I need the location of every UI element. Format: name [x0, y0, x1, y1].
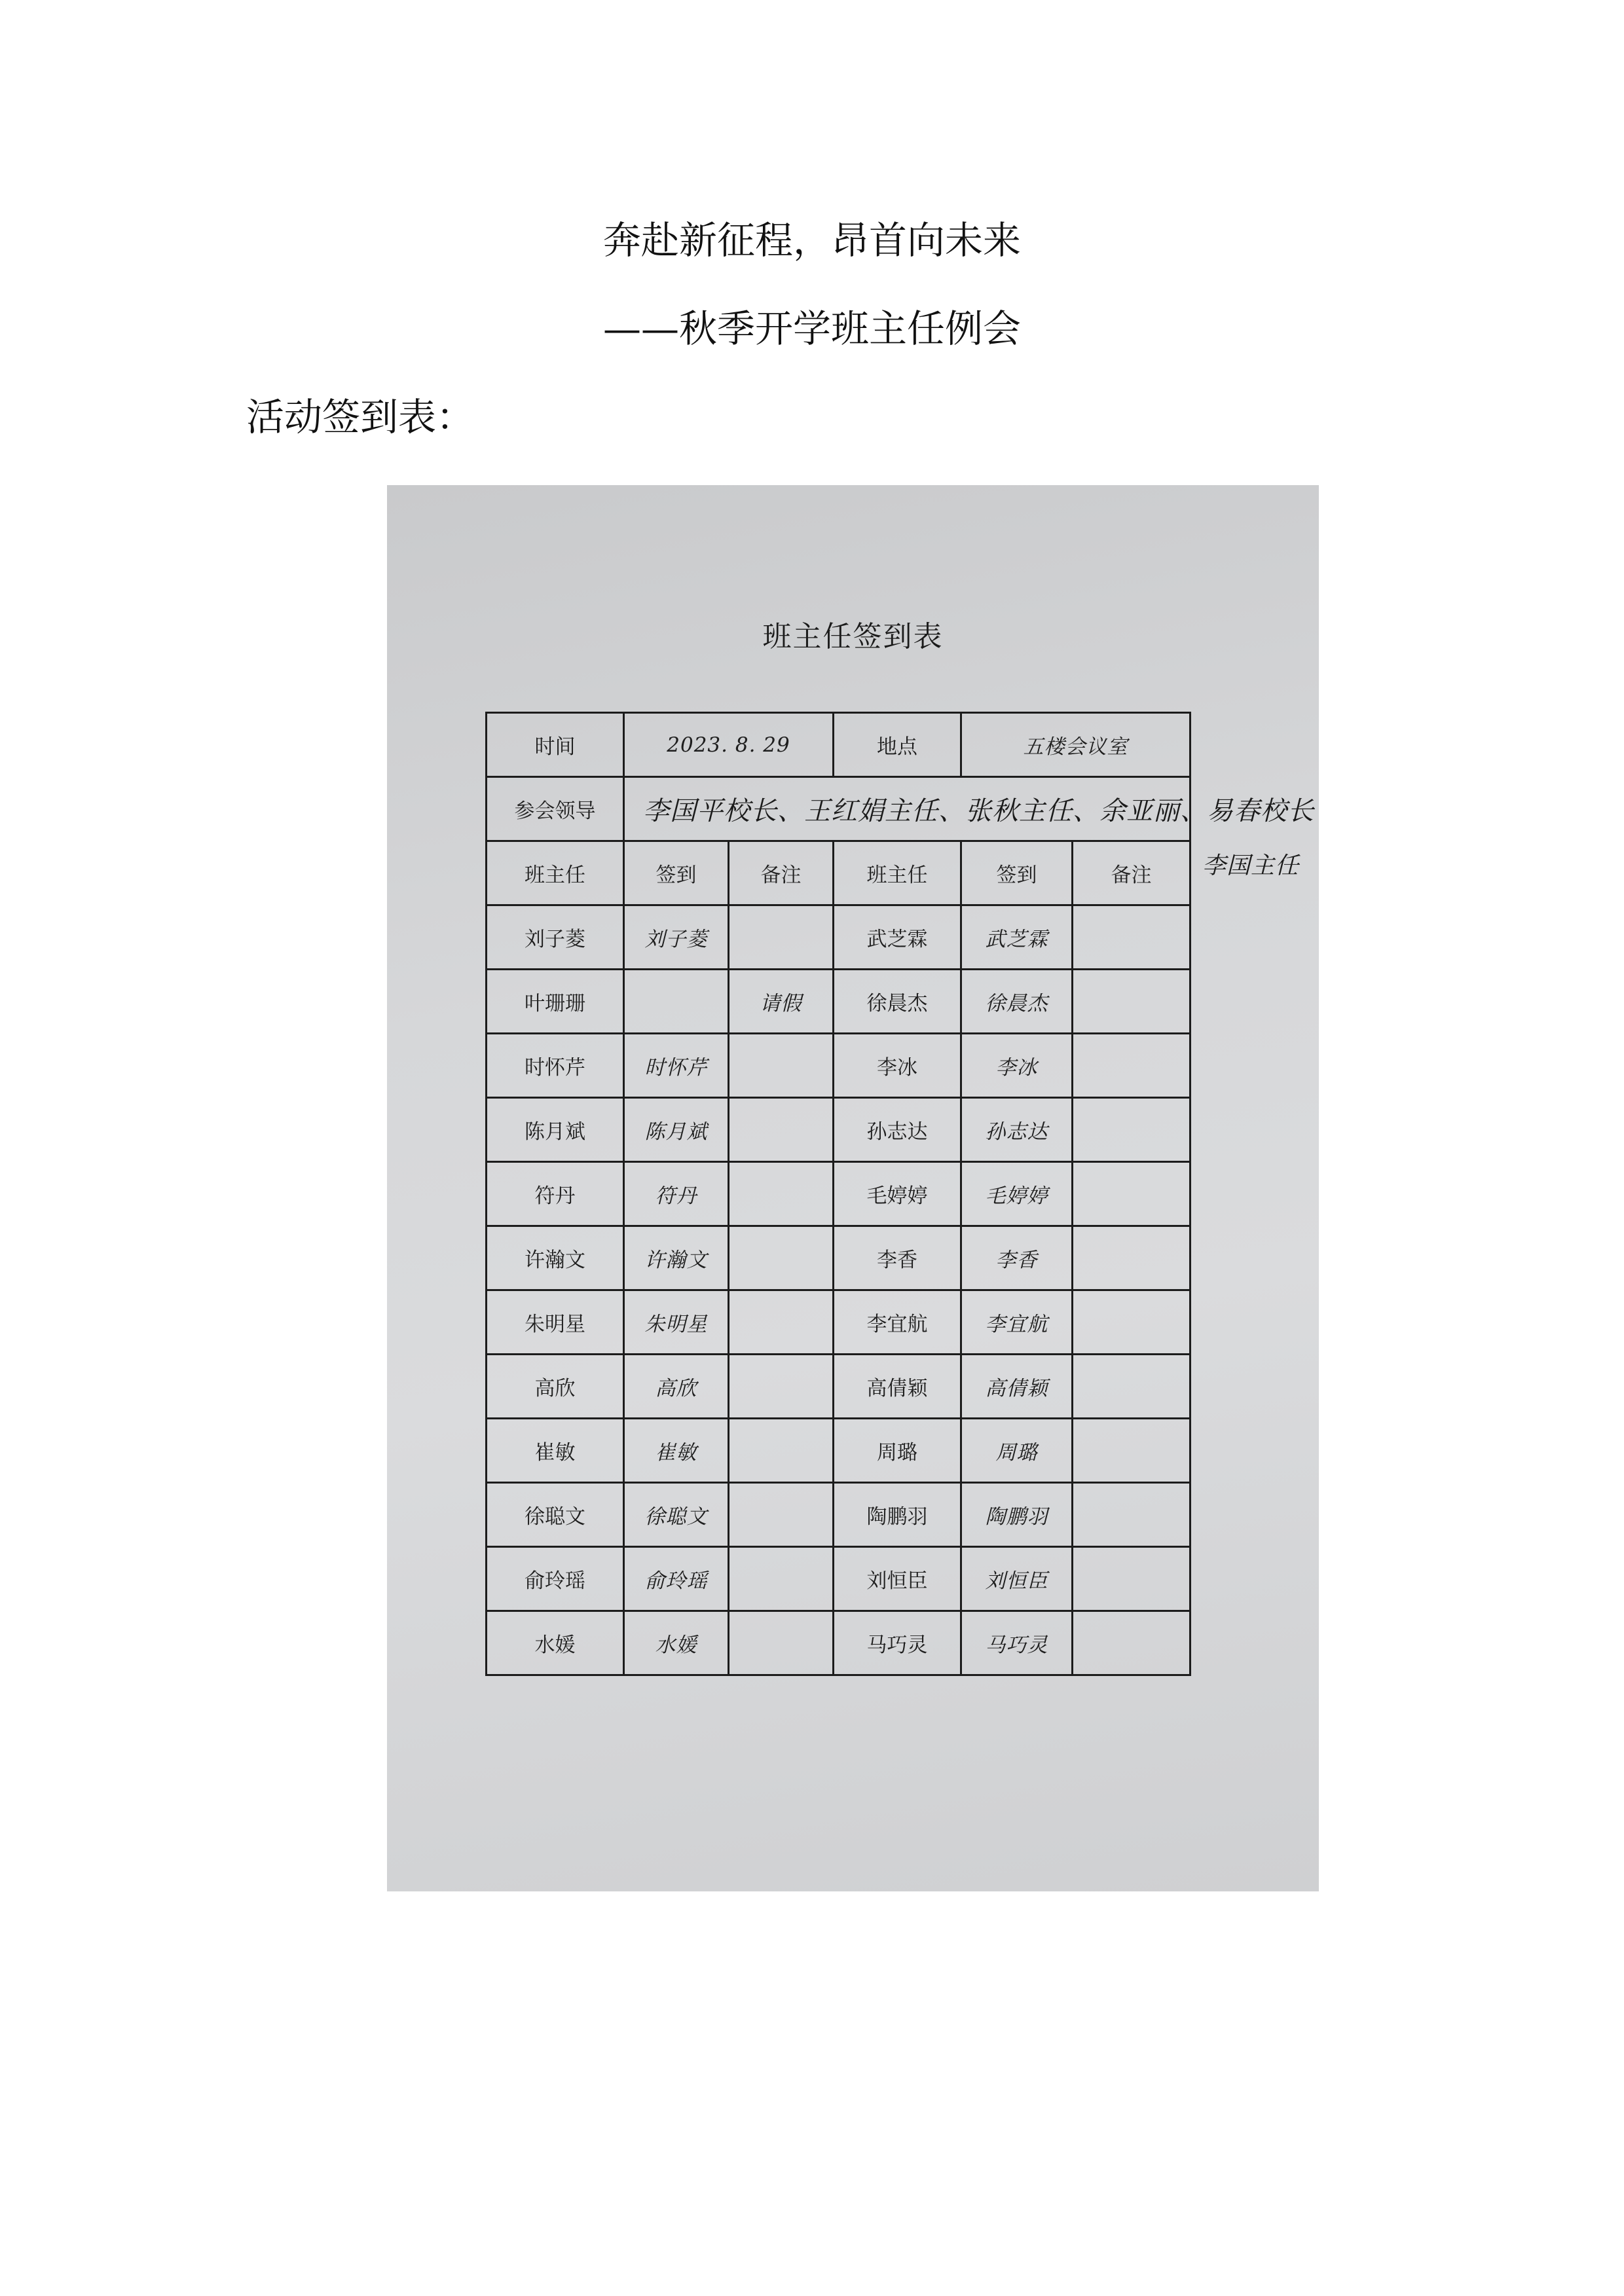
signature: 徐晨杰 — [961, 970, 1073, 1034]
column-header: 班主任 — [834, 841, 961, 905]
remark — [1073, 1355, 1190, 1419]
signature: 马巧灵 — [961, 1611, 1073, 1675]
remark — [1073, 1483, 1190, 1547]
teacher-name: 许瀚文 — [487, 1226, 624, 1290]
table-row — [487, 1098, 1190, 1162]
signature: 武芝霖 — [961, 905, 1073, 970]
time-value: 2023. 8. 29 — [624, 713, 834, 777]
remark — [729, 1098, 834, 1162]
signature: 高欣 — [624, 1355, 729, 1419]
table-row — [487, 1355, 1190, 1419]
signature: 周璐 — [961, 1419, 1073, 1483]
remark — [729, 1483, 834, 1547]
section-label: 活动签到表： — [246, 395, 475, 439]
teacher-name: 刘恒臣 — [834, 1547, 961, 1611]
remark — [729, 905, 834, 970]
column-header: 班主任 — [487, 841, 624, 905]
teacher-name: 陶鹏羽 — [834, 1483, 961, 1547]
signature: 李香 — [961, 1226, 1073, 1290]
time-label: 时间 — [487, 713, 624, 777]
sheet-title: 班主任签到表 — [762, 620, 944, 653]
signature: 毛婷婷 — [961, 1162, 1073, 1226]
signature: 刘恒臣 — [961, 1547, 1073, 1611]
column-header: 签到 — [624, 841, 729, 905]
teacher-name: 朱明星 — [487, 1290, 624, 1355]
table-header-row — [487, 841, 1190, 905]
signature: 俞玲瑶 — [624, 1547, 729, 1611]
place-value: 五楼会议室 — [961, 713, 1190, 777]
teacher-name: 崔敏 — [487, 1419, 624, 1483]
table-row — [487, 1611, 1190, 1675]
table-row — [487, 1162, 1190, 1226]
teacher-name: 时怀芹 — [487, 1034, 624, 1098]
signature: 许瀚文 — [624, 1226, 729, 1290]
column-header: 备注 — [1073, 841, 1190, 905]
teacher-name: 刘子菱 — [487, 905, 624, 970]
column-header: 签到 — [961, 841, 1073, 905]
remark — [1073, 970, 1190, 1034]
table-row — [487, 1034, 1190, 1098]
remark — [729, 1226, 834, 1290]
signature: 陈月斌 — [624, 1098, 729, 1162]
remark — [1073, 1098, 1190, 1162]
table-row — [487, 1226, 1190, 1290]
teacher-name: 徐聪文 — [487, 1483, 624, 1547]
remark: 请假 — [729, 970, 834, 1034]
table-row — [487, 905, 1190, 970]
signature: 朱明星 — [624, 1290, 729, 1355]
remark — [729, 1355, 834, 1419]
remark — [729, 1547, 834, 1611]
leaders-label: 参会领导 — [487, 777, 624, 841]
place-label: 地点 — [834, 713, 961, 777]
teacher-name: 高欣 — [487, 1355, 624, 1419]
table-row — [487, 1547, 1190, 1611]
remark — [1073, 1547, 1190, 1611]
remark — [1073, 1162, 1190, 1226]
remark — [729, 1611, 834, 1675]
table-row-meta — [487, 713, 1190, 777]
signature: 水媛 — [624, 1611, 729, 1675]
teacher-name: 水媛 — [487, 1611, 624, 1675]
teacher-name: 李冰 — [834, 1034, 961, 1098]
teacher-name: 高倩颖 — [834, 1355, 961, 1419]
remark — [1073, 905, 1190, 970]
remark — [729, 1162, 834, 1226]
remark — [1073, 1611, 1190, 1675]
teacher-name: 陈月斌 — [487, 1098, 624, 1162]
remark — [729, 1290, 834, 1355]
signature: 李冰 — [961, 1034, 1073, 1098]
signature: 时怀芹 — [624, 1034, 729, 1098]
remark — [1073, 1419, 1190, 1483]
teacher-name: 徐晨杰 — [834, 970, 961, 1034]
leaders-extra: 李国主任 — [1202, 852, 1300, 879]
table-row — [487, 1419, 1190, 1483]
teacher-name: 马巧灵 — [834, 1611, 961, 1675]
table-row — [487, 1483, 1190, 1547]
document-title: 奔赴新征程，昂首向未来 — [602, 218, 1021, 263]
signature: 李宜航 — [961, 1290, 1073, 1355]
signature: 崔敏 — [624, 1419, 729, 1483]
table-row-leaders — [487, 777, 1190, 841]
leaders-value: 李国平校长、王红娟主任、张秋主任、余亚丽、易春校长 — [643, 796, 1314, 826]
column-header: 备注 — [729, 841, 834, 905]
teacher-name: 周璐 — [834, 1419, 961, 1483]
remark — [1073, 1226, 1190, 1290]
signin-sheet-photo — [387, 485, 1319, 1891]
teacher-name: 孙志达 — [834, 1098, 961, 1162]
teacher-name: 李香 — [834, 1226, 961, 1290]
teacher-name: 叶珊珊 — [487, 970, 624, 1034]
remark — [1073, 1034, 1190, 1098]
document-subtitle: ——秋季开学班主任例会 — [602, 306, 1021, 351]
signature: 刘子菱 — [624, 905, 729, 970]
teacher-name: 李宜航 — [834, 1290, 961, 1355]
remark — [1073, 1290, 1190, 1355]
teacher-name: 俞玲瑶 — [487, 1547, 624, 1611]
remark — [729, 1034, 834, 1098]
teacher-name: 毛婷婷 — [834, 1162, 961, 1226]
signature: 符丹 — [624, 1162, 729, 1226]
signature: 高倩颖 — [961, 1355, 1073, 1419]
signature: 徐聪文 — [624, 1483, 729, 1547]
signature — [624, 970, 729, 1034]
signature: 孙志达 — [961, 1098, 1073, 1162]
remark — [729, 1419, 834, 1483]
teacher-name: 武芝霖 — [834, 905, 961, 970]
table-row — [487, 970, 1190, 1034]
signature: 陶鹏羽 — [961, 1483, 1073, 1547]
teacher-name: 符丹 — [487, 1162, 624, 1226]
table-row — [487, 1290, 1190, 1355]
